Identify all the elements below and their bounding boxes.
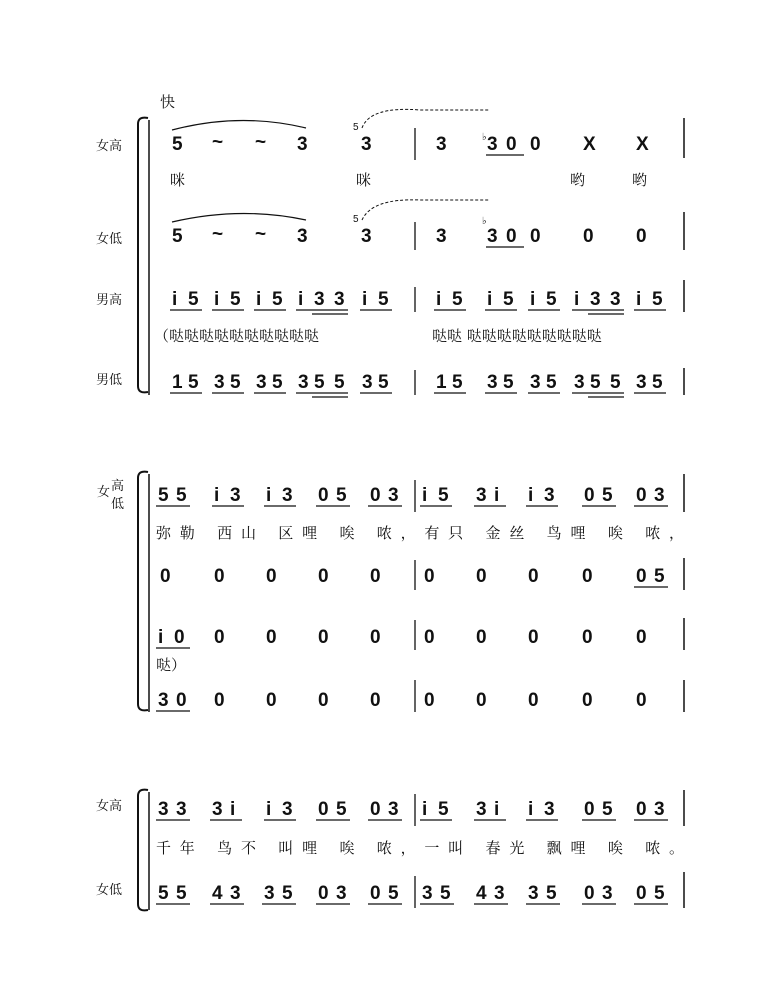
svg-text:0: 0 — [636, 690, 647, 711]
svg-text:0: 0 — [370, 799, 381, 820]
note: ~ — [255, 224, 267, 245]
svg-text:3: 3 — [610, 289, 621, 310]
svg-text:3: 3 — [264, 883, 275, 904]
svg-text:5: 5 — [188, 289, 199, 310]
svg-text:4: 4 — [212, 883, 223, 904]
svg-text:5: 5 — [188, 372, 199, 393]
svg-text:3: 3 — [544, 799, 555, 820]
svg-text:0: 0 — [582, 566, 593, 587]
svg-text:3: 3 — [362, 372, 373, 393]
note: 0 — [506, 134, 517, 155]
svg-text:5: 5 — [546, 372, 557, 393]
note: 3 — [436, 134, 447, 155]
svg-text:3: 3 — [654, 485, 665, 506]
svg-text:5: 5 — [438, 485, 449, 506]
svg-text:0: 0 — [424, 627, 435, 648]
slur — [362, 200, 490, 220]
svg-text:i: i — [636, 289, 642, 310]
svg-text:3: 3 — [487, 372, 498, 393]
svg-text:5: 5 — [452, 289, 463, 310]
note: 0 — [530, 134, 541, 155]
svg-text:5: 5 — [282, 883, 293, 904]
svg-text:0: 0 — [266, 627, 277, 648]
svg-text:0: 0 — [636, 566, 647, 587]
svg-text:0: 0 — [636, 485, 647, 506]
svg-text:0: 0 — [476, 566, 487, 587]
svg-text:0: 0 — [528, 690, 539, 711]
svg-text:5: 5 — [272, 372, 283, 393]
lyric-line: 哒哒 哒哒哒哒哒哒哒哒哒 — [432, 327, 602, 345]
svg-text:3: 3 — [282, 485, 293, 506]
part-label-male-high: 男高 — [96, 292, 123, 307]
svg-text:0: 0 — [370, 883, 381, 904]
part-label-low: 低 — [111, 496, 125, 511]
svg-text:1: 1 — [172, 372, 183, 393]
svg-text:0: 0 — [584, 799, 595, 820]
svg-text:i: i — [436, 289, 442, 310]
lyric-line: 千年 鸟不 叫哩 唉 哝，一叫 春光 飘哩 唉 哝。 — [156, 839, 684, 857]
svg-text:5: 5 — [438, 799, 449, 820]
male-low-measure-1 — [170, 372, 392, 397]
sys2-line1 — [156, 485, 668, 506]
svg-text:3: 3 — [158, 690, 169, 711]
svg-text:i: i — [528, 799, 534, 820]
svg-text:i: i — [494, 485, 500, 506]
svg-text:3: 3 — [282, 799, 293, 820]
svg-text:4: 4 — [476, 883, 487, 904]
svg-text:3: 3 — [314, 289, 325, 310]
svg-text:0: 0 — [528, 627, 539, 648]
svg-text:5: 5 — [652, 372, 663, 393]
svg-text:5: 5 — [654, 883, 665, 904]
svg-text:5: 5 — [378, 289, 389, 310]
note: 3 — [436, 226, 447, 247]
svg-text:5: 5 — [546, 883, 557, 904]
part-label-female: 女 — [97, 484, 111, 499]
svg-text:0: 0 — [318, 883, 329, 904]
svg-text:3: 3 — [214, 372, 225, 393]
svg-text:i: i — [530, 289, 536, 310]
svg-text:3: 3 — [298, 372, 309, 393]
slur — [172, 213, 306, 222]
part-label-male-low: 男低 — [96, 372, 123, 387]
male-high-measure-1 — [170, 289, 392, 314]
lyric: 咪 — [170, 171, 186, 189]
lyric: 咪 — [356, 171, 372, 189]
svg-text:0: 0 — [584, 883, 595, 904]
flat-sign: ♭ — [482, 216, 487, 227]
svg-text:5: 5 — [652, 289, 663, 310]
note: 3 — [361, 134, 372, 155]
grace-note: 5 — [353, 214, 359, 225]
lyric: 哟 — [570, 171, 586, 189]
note: 5 — [172, 226, 183, 247]
tempo-marking: 快 — [160, 93, 176, 111]
svg-text:5: 5 — [546, 289, 557, 310]
svg-text:0: 0 — [584, 485, 595, 506]
slur — [172, 120, 306, 130]
svg-text:1: 1 — [436, 372, 447, 393]
svg-text:5: 5 — [388, 883, 399, 904]
svg-text:3: 3 — [158, 799, 169, 820]
male-high-measure-2 — [434, 289, 666, 314]
svg-text:3: 3 — [528, 883, 539, 904]
part-label-female-high: 女高 — [96, 798, 123, 813]
svg-text:3: 3 — [476, 485, 487, 506]
lyric: 哒） — [156, 656, 187, 674]
svg-text:0: 0 — [370, 485, 381, 506]
svg-text:i: i — [256, 289, 262, 310]
svg-text:3: 3 — [230, 485, 241, 506]
note: 3 — [297, 134, 308, 155]
sys2-line3 — [156, 627, 647, 648]
svg-text:0: 0 — [174, 627, 185, 648]
svg-text:5: 5 — [158, 485, 169, 506]
svg-text:0: 0 — [318, 566, 329, 587]
note: X — [636, 134, 649, 155]
svg-text:5: 5 — [336, 485, 347, 506]
svg-text:0: 0 — [370, 566, 381, 587]
svg-text:0: 0 — [266, 566, 277, 587]
svg-text:5: 5 — [440, 883, 451, 904]
note: 3 — [487, 134, 498, 155]
sys3-line2 — [156, 883, 668, 904]
flat-sign: ♭ — [482, 132, 487, 143]
note: 0 — [583, 226, 594, 247]
svg-text:5: 5 — [610, 372, 621, 393]
svg-text:3: 3 — [654, 799, 665, 820]
svg-text:5: 5 — [336, 799, 347, 820]
svg-text:5: 5 — [590, 372, 601, 393]
note: ~ — [255, 132, 267, 153]
lyric-line: 弥勒 西山 区哩 唉 哝，有只 金丝 鸟哩 唉 哝， — [156, 524, 684, 542]
svg-text:0: 0 — [214, 627, 225, 648]
svg-text:0: 0 — [266, 690, 277, 711]
note: 3 — [297, 226, 308, 247]
svg-text:5: 5 — [378, 372, 389, 393]
svg-text:3: 3 — [590, 289, 601, 310]
sys2-line4 — [156, 690, 647, 711]
svg-text:i: i — [422, 485, 428, 506]
svg-text:5: 5 — [272, 289, 283, 310]
svg-text:5: 5 — [503, 289, 514, 310]
svg-text:3: 3 — [494, 883, 505, 904]
svg-text:0: 0 — [636, 799, 647, 820]
svg-text:0: 0 — [636, 627, 647, 648]
svg-text:5: 5 — [176, 485, 187, 506]
sys3-line1 — [156, 799, 668, 820]
svg-text:3: 3 — [422, 883, 433, 904]
svg-text:0: 0 — [370, 627, 381, 648]
note: 3 — [487, 226, 498, 247]
svg-text:5: 5 — [230, 372, 241, 393]
system-bracket — [138, 790, 148, 911]
svg-text:5: 5 — [230, 289, 241, 310]
svg-text:0: 0 — [214, 566, 225, 587]
svg-text:3: 3 — [212, 799, 223, 820]
svg-text:0: 0 — [176, 690, 187, 711]
svg-text:0: 0 — [636, 883, 647, 904]
svg-text:0: 0 — [318, 799, 329, 820]
svg-text:3: 3 — [336, 883, 347, 904]
system-bracket — [138, 472, 148, 711]
svg-text:5: 5 — [503, 372, 514, 393]
svg-text:3: 3 — [574, 372, 585, 393]
svg-text:3: 3 — [334, 289, 345, 310]
svg-text:3: 3 — [530, 372, 541, 393]
svg-text:i: i — [158, 627, 164, 648]
lyric: 哟 — [632, 171, 648, 189]
svg-text:i: i — [230, 799, 236, 820]
svg-text:5: 5 — [602, 485, 613, 506]
svg-text:3: 3 — [230, 883, 241, 904]
svg-text:5: 5 — [334, 372, 345, 393]
svg-text:3: 3 — [176, 799, 187, 820]
svg-text:i: i — [487, 289, 493, 310]
svg-text:5: 5 — [602, 799, 613, 820]
svg-text:5: 5 — [176, 883, 187, 904]
svg-text:0: 0 — [582, 627, 593, 648]
svg-text:i: i — [266, 485, 272, 506]
svg-text:5: 5 — [654, 566, 665, 587]
svg-text:3: 3 — [256, 372, 267, 393]
svg-text:i: i — [574, 289, 580, 310]
grace-note: 5 — [353, 122, 359, 133]
svg-text:0: 0 — [214, 690, 225, 711]
svg-text:0: 0 — [424, 690, 435, 711]
note: 5 — [172, 134, 183, 155]
svg-text:i: i — [266, 799, 272, 820]
note: X — [583, 134, 596, 155]
note: 0 — [636, 226, 647, 247]
note: ~ — [212, 224, 224, 245]
svg-text:0: 0 — [370, 690, 381, 711]
svg-text:0: 0 — [318, 627, 329, 648]
part-label-high: 高 — [111, 478, 125, 493]
svg-text:3: 3 — [544, 485, 555, 506]
svg-text:0: 0 — [160, 566, 171, 587]
svg-text:0: 0 — [424, 566, 435, 587]
svg-text:5: 5 — [158, 883, 169, 904]
sys2-line2 — [160, 566, 668, 587]
svg-text:3: 3 — [636, 372, 647, 393]
svg-text:0: 0 — [318, 690, 329, 711]
note: 0 — [506, 226, 517, 247]
note: 0 — [530, 226, 541, 247]
svg-text:i: i — [298, 289, 304, 310]
svg-text:i: i — [494, 799, 500, 820]
system-bracket — [138, 118, 148, 393]
svg-text:3: 3 — [602, 883, 613, 904]
lyric-line: （哒哒哒哒哒哒哒哒哒哒 — [154, 327, 320, 345]
svg-text:i: i — [172, 289, 178, 310]
svg-text:3: 3 — [388, 799, 399, 820]
slur — [362, 109, 490, 128]
svg-text:3: 3 — [388, 485, 399, 506]
svg-text:i: i — [214, 485, 220, 506]
svg-text:i: i — [362, 289, 368, 310]
svg-text:3: 3 — [476, 799, 487, 820]
svg-text:5: 5 — [452, 372, 463, 393]
part-label-female-low: 女低 — [96, 882, 123, 897]
svg-text:0: 0 — [476, 627, 487, 648]
svg-text:i: i — [422, 799, 428, 820]
svg-text:i: i — [214, 289, 220, 310]
svg-text:0: 0 — [476, 690, 487, 711]
svg-text:i: i — [528, 485, 534, 506]
note: ~ — [212, 132, 224, 153]
svg-text:5: 5 — [314, 372, 325, 393]
svg-text:0: 0 — [582, 690, 593, 711]
part-label-female-low: 女低 — [96, 231, 123, 246]
svg-text:0: 0 — [528, 566, 539, 587]
note: 3 — [361, 226, 372, 247]
svg-text:0: 0 — [318, 485, 329, 506]
male-low-measure-2 — [434, 372, 666, 397]
part-label-female-high: 女高 — [96, 138, 123, 153]
